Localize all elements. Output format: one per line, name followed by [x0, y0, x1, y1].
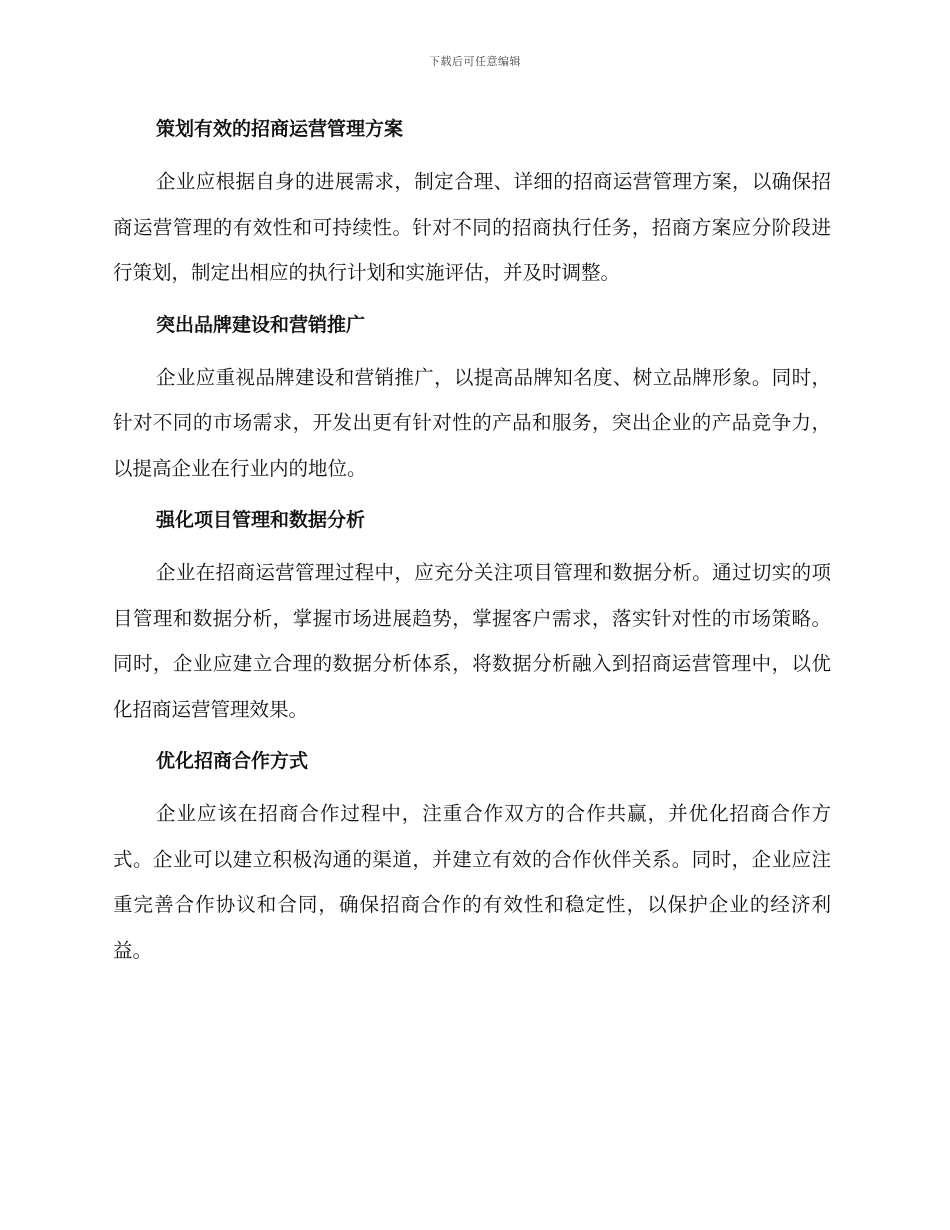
- section-project-data: [113, 501, 831, 732]
- section-paragraph: 企业在招商运营管理过程中，应充分关注项目管理和数据分析。通过切实的项目管理和数据分析，掌握市场进展趋势，掌握客户需求，落实针对性的市场策略。同时，企业应建立合理的数据分析体系，将数据分析融入到招商运营管理中，以优化招商运营管理效果。: [113, 561, 831, 721]
- section-heading: 强化项目管理和数据分析: [156, 509, 366, 531]
- section-heading: 突出品牌建设和营销推广: [156, 313, 366, 336]
- section-heading: 策划有效的招商运营管理方案: [156, 118, 404, 140]
- section-cooperation: [113, 742, 831, 973]
- section-plan: [113, 110, 831, 296]
- section-heading: 优化招商合作方式: [156, 750, 309, 772]
- section-paragraph: 企业应该在招商合作过程中，注重合作双方的合作共赢，并优化招商合作方式。企业可以建立积极沟通的渠道，并建立有效的合作伙伴关系。同时，企业应注重完善合作协议和合同，确保招商合作的有效性和稳定性，以保护企业的经济利益。: [113, 802, 831, 962]
- document-body: [113, 110, 831, 983]
- section-paragraph: 企业应重视品牌建设和营销推广，以提高品牌知名度、树立品牌形象。同时，针对不同的市场需求，开发出更有针对性的产品和服务，突出企业的产品竞争力，以提高企业在行业内的地位。: [113, 365, 831, 480]
- section-paragraph: 企业应根据自身的进展需求，制定合理、详细的招商运营管理方案，以确保招商运营管理的有效性和可持续性。针对不同的招商执行任务，招商方案应分阶段进行策划，制定出相应的执行计划和实施评估，并及时调整。: [113, 170, 831, 284]
- header-note: 下载后可任意编辑: [429, 55, 521, 68]
- section-brand: [113, 306, 831, 492]
